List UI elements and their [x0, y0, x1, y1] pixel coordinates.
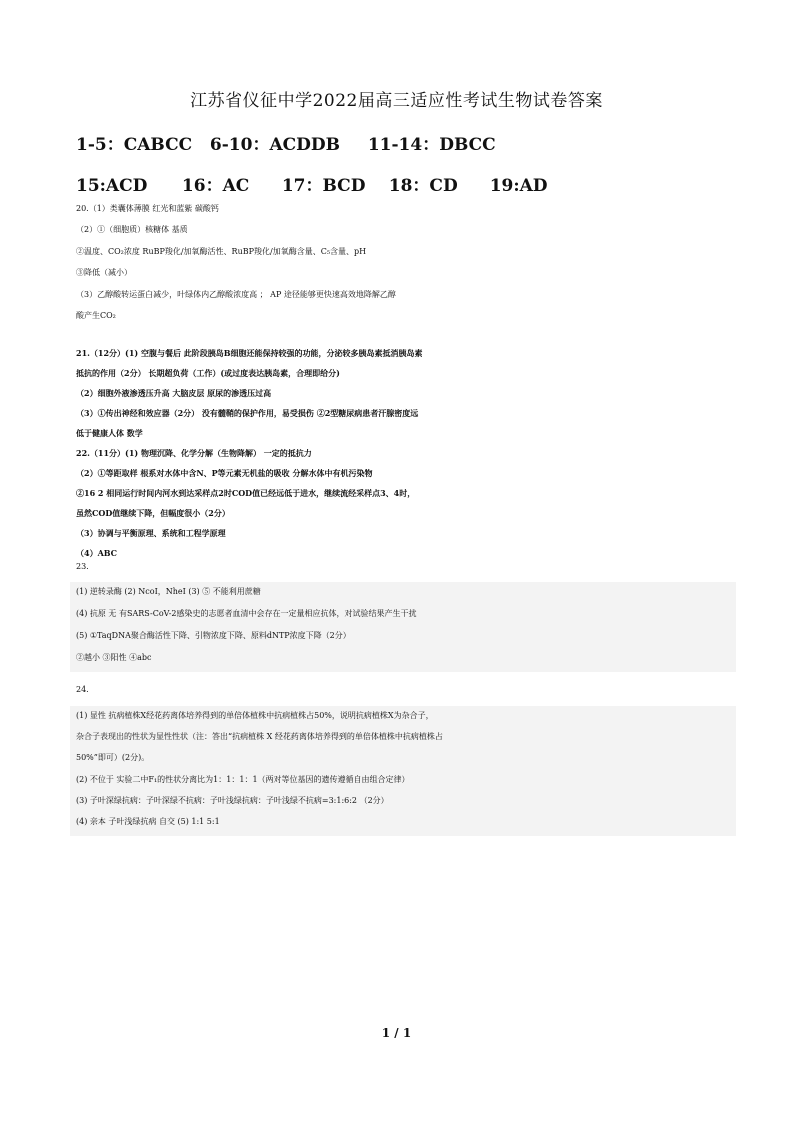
answer-line: (5) ①TaqDNA聚合酶活性下降、引物浓度下降、原料dNTP浓度下降（2分） — [76, 631, 351, 640]
mc-answers-row-2 — [76, 171, 548, 196]
answer-line: 21.（12分）(1) 空腹与餐后 此阶段胰岛B细胞还能保持较强的功能，分泌较多胰岛素抵消胰岛素 — [76, 348, 423, 358]
question-24-label: 24. — [76, 685, 89, 694]
answer-line: （4）ABC — [76, 548, 118, 558]
document-title: 江苏省仪征中学2022届高三适应性考试生物试卷答案 — [190, 91, 603, 111]
mc-answer-group: 18：CD — [388, 176, 458, 196]
mc-answer-group: 19:AD — [489, 176, 548, 196]
answer-line: ②16 2 相同运行时间内河水到达采样点2时COD值已经远低于进水，继续流经采样点3、4时， — [76, 488, 416, 498]
answer-line: (3) 子叶深绿抗病：子叶深绿不抗病：子叶浅绿抗病：子叶浅绿不抗病=3:1:6:2 （2分） — [76, 796, 389, 805]
answer-line: (4) 抗原 无 有SARS-CoV-2感染史的志愿者血清中会存在一定量相应抗体，对试验结果产生干扰 — [76, 609, 417, 618]
answer-line: （2）①等距取样 根系对水体中含N、P等元素无机盐的吸收 分解水体中有机污染物 — [76, 468, 373, 478]
answer-line: （3）乙醇酸转运蛋白减少，叶绿体内乙醇酸浓度高 ； AP 途径能够更快速高效地降解乙醇 — [76, 290, 396, 299]
question-23-label: 23. — [76, 562, 89, 571]
mc-answer-group: 15:ACD — [76, 176, 148, 196]
answer-line: 20.（1）类囊体薄膜 红光和蓝紫 碳酸钙 — [76, 204, 219, 213]
mc-answers-row-1 — [76, 130, 496, 155]
answer-line: （3）①传出神经和效应器（2分） 没有髓鞘的保护作用，易受损伤 ②2型糖尿病患者汗腺密度远 — [76, 408, 419, 418]
mc-answer-group: 11-14：DBCC — [367, 135, 496, 155]
answer-line: ②温度、CO₂浓度 RuBP羧化/加氧酶活性、RuBP羧化/加氧酶含量、C₅含量、pH — [76, 247, 367, 256]
mc-answer-group: 17：BCD — [281, 176, 366, 196]
answer-line: （2）细胞外液渗透压升高 大脑皮层 原尿的渗透压过高 — [76, 388, 272, 398]
answer-line: (1) 显性 抗病植株X经花药离体培养得到的单倍体植株中抗病植株占50%，说明抗病植株X为杂合子， — [76, 711, 434, 720]
mc-answer-group: 1-5：CABCC — [76, 135, 193, 155]
answer-line: 22.（11分）(1) 物理沉降、化学分解（生物降解） 一定的抵抗力 — [76, 448, 312, 458]
answer-line: 虽然COD值继续下降，但幅度很小（2分） — [76, 508, 230, 518]
answer-line: （3）协调与平衡原理、系统和工程学原理 — [76, 528, 226, 538]
answer-line: 低于健康人体 数学 — [76, 428, 143, 438]
answer-line: 酸产生CO₂ — [76, 311, 116, 320]
answer-line: (2) 不位于 实验二中F₁的性状分离比为1：1：1：1（两对等位基因的遗传遵循自由组合定律） — [76, 775, 410, 784]
answer-line: ②越小 ③阳性 ④abc — [76, 653, 152, 662]
mc-answer-group: 6-10：ACDDB — [209, 135, 341, 155]
question-23-panel — [70, 582, 736, 672]
question-24-panel — [70, 706, 736, 836]
answer-line: （2）①（细胞质）核糖体 基质 — [76, 225, 188, 234]
answer-line: 50%”即可）(2分)。 — [76, 753, 150, 762]
answer-line: 抵抗的作用（2分） 长期超负荷（工作）(或过度表达胰岛素，合理即给分) — [76, 368, 340, 378]
mc-answer-group: 16：AC — [181, 176, 250, 196]
page-number: 1 / 1 — [381, 1026, 412, 1040]
answer-line: (4) 亲本 子叶浅绿抗病 自交 (5) 1:1 5:1 — [76, 817, 220, 826]
answer-line: (1) 逆转录酶 (2) NcoI，NheI (3) ⑤ 不能利用蔗糖 — [76, 587, 261, 596]
answer-line: 杂合子表现出的性状为显性性状（注：答出“抗病植株 X 经花药离体培养得到的单倍体植株中抗病植株占 — [76, 732, 443, 741]
answer-line: ③降低（减小） — [76, 268, 132, 277]
